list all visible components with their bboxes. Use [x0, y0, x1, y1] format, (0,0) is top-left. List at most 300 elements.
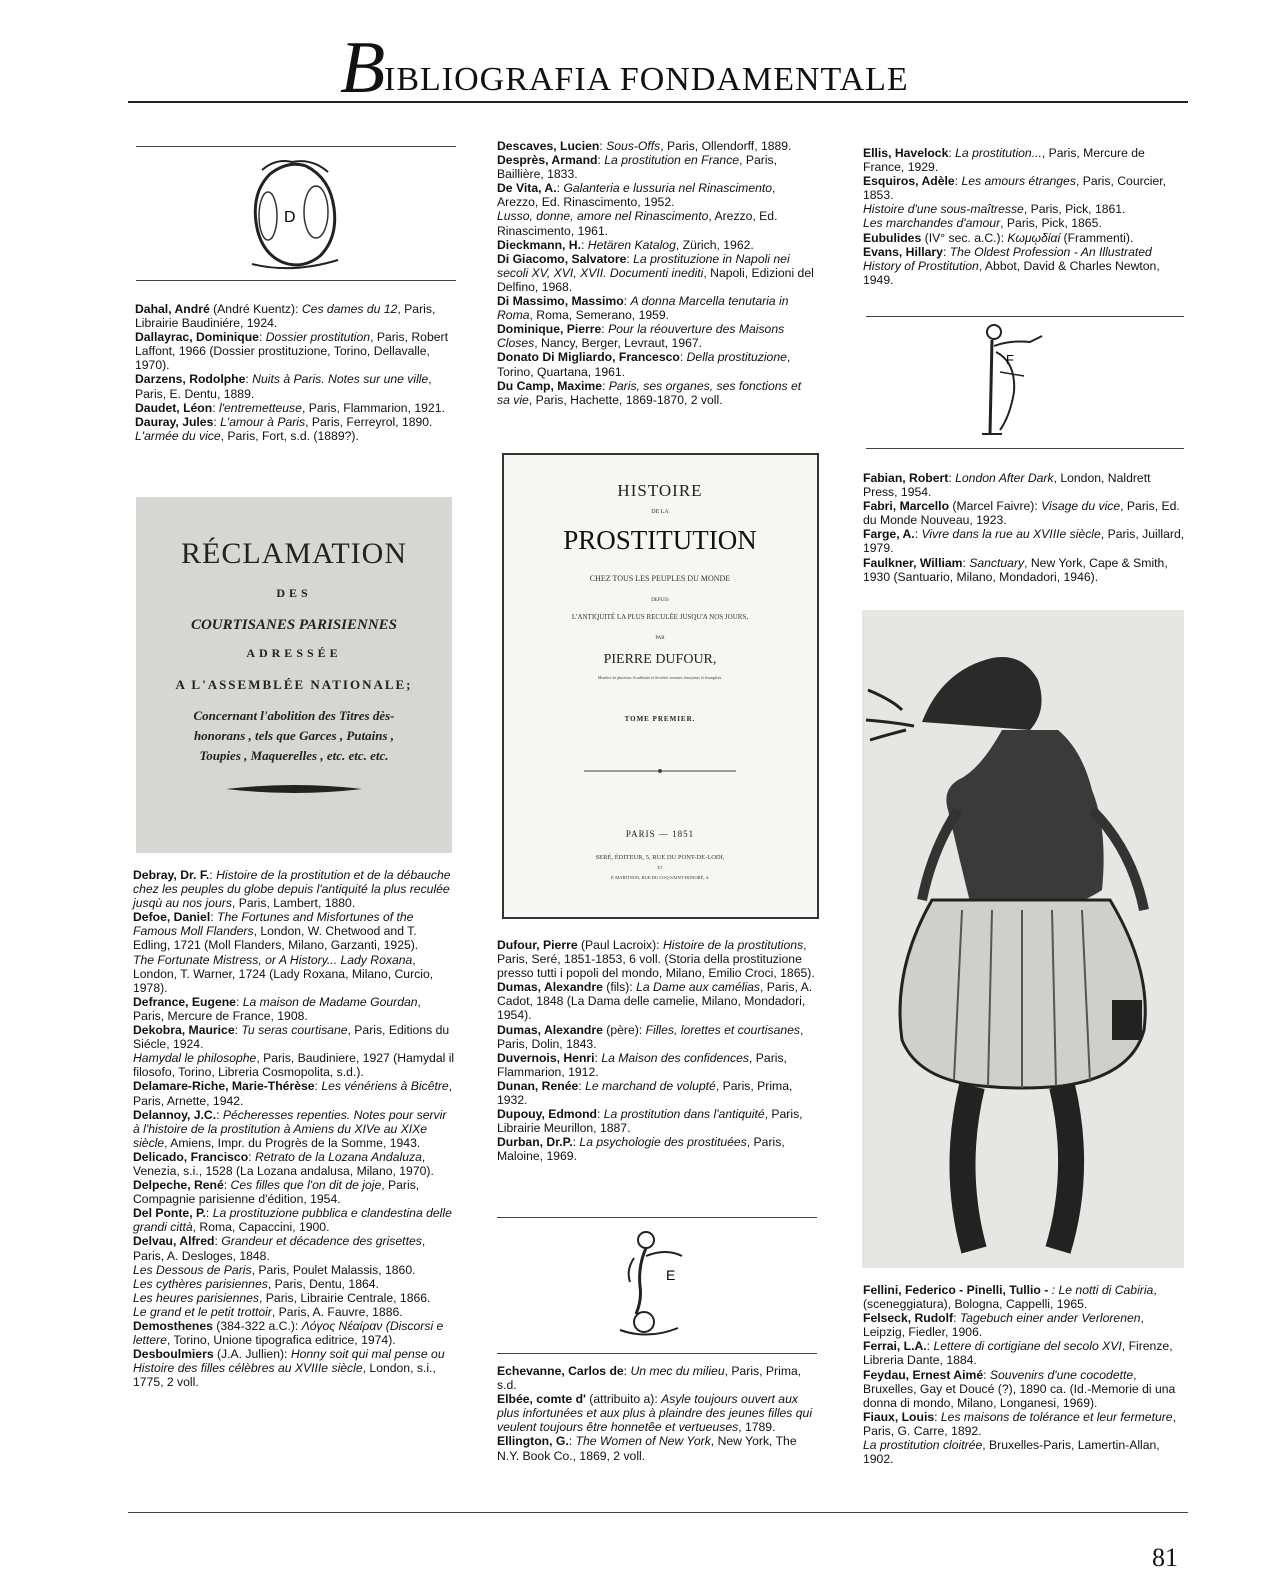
- entry-publication: , Abbot, David & Charles Newton, 1949.: [863, 258, 1160, 287]
- entry-publication: , Bruxelles, Gay et Doucé (?), 1890 ca. (Id.-Memorie di una donna di mondo, Milano, Longanesi, 1969).: [863, 1367, 1176, 1410]
- entry-author: Debray, Dr. F.: [133, 868, 210, 882]
- bibliography-entry: [863, 1368, 1185, 1410]
- entry-detail: :: [948, 471, 956, 485]
- entry-title: l'entremetteuse: [218, 400, 302, 415]
- bibliography-entry: [863, 1311, 1185, 1339]
- bibliography-col2-mid: [497, 938, 817, 1164]
- entry-title: Pour la réouverture des Maisons Closes: [497, 322, 785, 351]
- entry-detail: :: [258, 330, 266, 345]
- reclamation-line3: A L'ASSEMBLÉE NATIONALE;: [175, 677, 413, 692]
- entry-author: Dunan, Renée: [497, 1078, 579, 1093]
- bibliography-entry: [863, 471, 1185, 499]
- entry-title: Un mec du milieu: [630, 1364, 725, 1378]
- histoire-copublisher: P. MARTINON, RUE DU COQ-SAINT-HONORÉ, 4.: [611, 875, 709, 880]
- entry-author: Ferrai, L.A.: [863, 1339, 927, 1354]
- histoire-title5: DEPUIS: [651, 598, 669, 603]
- entry-title: Nuits à Paris. Notes sur une ville: [252, 372, 429, 387]
- bibliography-entry: [497, 153, 817, 181]
- entry-publication: , Nancy, Berger, Levraut, 1967.: [534, 336, 703, 351]
- bibliography-entry: [497, 181, 817, 209]
- entry-publication: , Arezzo, Ed. Rinascimento, 1952.: [497, 181, 776, 210]
- entry-author: Fellini, Federico - Pinelli, Tullio -: [863, 1283, 1049, 1297]
- entry-author: Del Ponte, P.: [133, 1206, 206, 1221]
- entry-title: Le grand et le petit trottoir: [133, 1304, 272, 1319]
- bibliography-entry: [863, 1283, 1185, 1311]
- entry-detail: :: [223, 1178, 231, 1193]
- entry-author: Defoe, Daniel: [133, 910, 211, 925]
- entry-detail: :: [245, 372, 253, 387]
- separator: [866, 448, 1184, 449]
- entry-title: Paris, ses organes, ses fonctions et sa vie: [497, 378, 802, 407]
- entry-title: A donna Marcella tenutaria in Roma: [497, 294, 789, 323]
- entry-detail: :: [596, 1107, 604, 1122]
- entry-author: Darzens, Rodolphe: [135, 372, 246, 387]
- entry-author: Fabian, Robert: [863, 471, 949, 485]
- bibliography-entry: [133, 995, 455, 1023]
- entry-publication: , Paris, Pick, 1865.: [1000, 216, 1102, 231]
- reclamation-title-page-image: [136, 497, 452, 853]
- bibliography-entry: [497, 1135, 817, 1163]
- separator: [497, 1217, 817, 1218]
- entry-publication: , Paris, Compagnie parisienne d'édition, 1954.: [133, 1178, 420, 1207]
- entry-author: Dauray, Jules: [135, 414, 214, 429]
- histoire-et: ET: [657, 865, 663, 870]
- entry-title: La Maison des confidences: [601, 1050, 750, 1065]
- entry-title: La prostitution dans l'antiquité: [603, 1107, 765, 1122]
- histoire-tome: TOME PREMIER.: [624, 715, 696, 723]
- separator: [866, 316, 1184, 317]
- entry-publication: , New York, Cape & Smith, 1930 (Santuario, Milano, Mondadori, 1946).: [863, 555, 1168, 584]
- bibliography-entry: [497, 1434, 817, 1462]
- separator: [497, 1353, 817, 1354]
- bibliography-entry: [135, 415, 455, 429]
- bibliography-entry: [133, 1108, 455, 1150]
- corseted-woman-drawing: [862, 610, 1184, 1268]
- entry-author: Esquiros, Adèle: [863, 174, 955, 189]
- entry-title: Ces filles que l'on dit de joje: [230, 1178, 382, 1193]
- entry-author: Delicado, Francisco: [133, 1149, 249, 1164]
- bibliography-entry: [863, 174, 1185, 202]
- entry-publication: , Paris, Flammarion, 1921.: [301, 400, 445, 415]
- entry-detail: :: [601, 322, 609, 337]
- entry-publication: , Venezia, s.i., 1528 (La Lozana andalusa, Milano, 1970).: [133, 1149, 434, 1178]
- entry-title: Hetären Katalog: [587, 237, 676, 252]
- entry-author: Fabri, Marcello: [863, 499, 950, 514]
- bibliography-entry: [133, 868, 455, 910]
- entry-title: Pécheresses repenties. Notes pour servir à l'histoire de la prostitution à Amiens du XIVe au XIXe siècle: [133, 1107, 447, 1150]
- entry-title: La prostituzione in Napoli nei secoli XV, XVI, XVII. Documenti inediti: [497, 251, 790, 280]
- entry-detail: (Paul Lacroix):: [577, 938, 663, 952]
- entry-publication: , Paris, Mercure de France, 1929.: [863, 146, 1145, 175]
- entry-title: Les vénériens à Bicêtre: [321, 1079, 449, 1094]
- entry-author: Dumas, Alexandre: [497, 980, 603, 995]
- entry-author: Delvau, Alfred: [133, 1234, 215, 1249]
- bibliography-entry: [133, 1347, 455, 1389]
- bibliography-col1-bottom: [133, 868, 455, 1389]
- entry-title: Vivre dans la rue au XVIIIe siècle: [921, 527, 1101, 542]
- entry-publication: , Paris, Seré, 1851-1853, 6 voll. (Storia della prostituzione presso tutti i popoli del mondo, Milano, Emilio Croci, 1865).: [497, 938, 815, 981]
- entry-publication: , Paris, Flammarion, 1912.: [497, 1050, 787, 1079]
- entry-detail: (J.A. Jullien):: [213, 1347, 291, 1362]
- entry-title: Filles, lorettes et courtisanes: [645, 1022, 801, 1037]
- entry-publication: (Frammenti).: [1060, 230, 1134, 245]
- entry-author: Delamare-Riche, Marie-Thérèse: [133, 1079, 315, 1094]
- entry-title: Lettere di cortigiane del secolo XVI: [933, 1339, 1122, 1354]
- entry-publication: , Paris, Ed. du Monde Nouveau, 1923.: [863, 499, 1180, 528]
- histoire-title-page-image: [502, 453, 819, 919]
- entry-title: The Women of New York: [575, 1434, 711, 1449]
- entry-publication: , Paris, Poulet Malassis, 1860.: [251, 1262, 416, 1277]
- entry-publication: , Paris, Lambert, 1880.: [231, 896, 356, 911]
- entry-title: Dossier prostitution: [265, 330, 371, 345]
- entry-title: Souvenirs d'une cocodette: [989, 1367, 1134, 1382]
- bibliography-entry: [133, 1023, 455, 1051]
- entry-title: : Le notti di Cabiria: [1051, 1283, 1154, 1297]
- entry-detail: :: [578, 1078, 586, 1093]
- entry-detail: :: [962, 555, 970, 570]
- histoire-title1: HISTOIRE: [617, 481, 703, 500]
- entry-publication: , Paris, Editions du Siécle, 1924.: [133, 1023, 450, 1052]
- entry-author: Farge, A.: [863, 527, 915, 542]
- entry-author: Faulkner, William: [863, 555, 963, 570]
- entry-detail: :: [914, 527, 922, 542]
- entry-author: Du Camp, Maxime: [497, 378, 602, 393]
- bibliography-entry: [497, 1364, 817, 1392]
- bibliography-entry: [133, 1051, 455, 1079]
- entry-author: Dekobra, Maurice: [133, 1023, 235, 1038]
- entry-title: La psychologie des prostituées: [579, 1135, 747, 1150]
- bibliography-entry: [135, 429, 455, 443]
- bibliography-entry: [497, 1079, 817, 1107]
- reclamation-line4: Concernant l'abolition des Titres dès-: [193, 708, 395, 723]
- bibliography-entry: [135, 401, 455, 415]
- bibliography-entry: [497, 379, 817, 407]
- entry-title: Hamydal le philosophe: [133, 1051, 257, 1066]
- entry-title: The Oldest Profession - An Illustrated History of Prostitution: [863, 244, 1152, 273]
- bibliography-entry: [863, 231, 1185, 245]
- bibliography-entry: [133, 1305, 455, 1319]
- entry-detail: :: [212, 400, 219, 415]
- reclamation-line6: Toupies , Maquerelles , etc. etc. etc.: [199, 748, 389, 763]
- entry-detail: :: [626, 251, 634, 266]
- entry-detail: :: [568, 1434, 576, 1449]
- entry-publication: , Paris, Librairie Meurillon, 1887.: [497, 1107, 803, 1136]
- bibliography-entry: [135, 372, 455, 400]
- entry-detail: :: [623, 1364, 631, 1378]
- entry-publication: , Arezzo, Ed. Rinascimento, 1961.: [497, 209, 778, 238]
- bibliography-entry: [497, 938, 817, 980]
- entry-detail: :: [679, 350, 687, 365]
- bibliography-entry: [863, 527, 1185, 555]
- entry-title: La Dame aux camélias: [636, 980, 761, 995]
- entry-title: Les heures parisiennes: [133, 1290, 260, 1305]
- bibliography-entry: [497, 209, 817, 237]
- footer-rule: [128, 1512, 1188, 1513]
- entry-author: Dieckmann, H.: [497, 237, 581, 252]
- bibliography-entry: [133, 1263, 455, 1277]
- entry-publication: , Paris, A. Desloges, 1848.: [133, 1234, 426, 1263]
- entry-publication: , Paris, Dentu, 1864.: [267, 1276, 379, 1291]
- reclamation-line5: honorans , tels que Garces , Putains ,: [193, 728, 395, 743]
- reclamation-des: DES: [276, 586, 312, 600]
- entry-title: The Fortunate Mistress, or A History... Lady Roxana: [133, 952, 413, 967]
- bibliography-entry: [497, 139, 817, 153]
- entry-title: Asyle toujours ouvert aux plus infortunées et aux plus à plaindre des jeunes filles qui veulent toujours être honnetêe et vertueuses: [497, 1392, 813, 1435]
- reclamation-line2: ADRESSÉE: [246, 646, 342, 660]
- entry-detail: :: [942, 244, 950, 259]
- page-number: 81: [1152, 1543, 1178, 1572]
- bibliography-entry: [863, 1339, 1185, 1367]
- entry-publication: , Amiens, Impr. du Progrès de la Somme, 1943.: [164, 1135, 421, 1150]
- histoire-place-date: PARIS — 1851: [625, 829, 695, 839]
- bibliography-entry: [863, 1438, 1185, 1466]
- entry-publication: , Roma, Semerano, 1959.: [529, 308, 670, 323]
- entry-detail: :: [594, 1050, 602, 1065]
- entry-author: Daudet, Léon: [135, 400, 213, 415]
- page-title: [340, 27, 960, 109]
- entry-author: Elbée, comte d': [497, 1392, 586, 1407]
- bibliography-col3-bottom: [863, 1283, 1185, 1466]
- entry-detail: :: [205, 1206, 213, 1221]
- entry-publication: , Zürich, 1962.: [675, 237, 754, 252]
- entry-detail: (384-322 a.C.):: [212, 1319, 302, 1333]
- drop-letter-f: F: [1006, 352, 1014, 367]
- entry-author: Desboulmiers: [133, 1347, 214, 1362]
- entry-publication: , Torino, Unione tipografica editrice, 1974).: [166, 1333, 396, 1348]
- entry-author: Durban, Dr.P.: [497, 1135, 573, 1150]
- histoire-author: PIERRE DUFOUR,: [603, 652, 717, 667]
- entry-title: Lusso, donne, amore nel Rinascimento: [497, 209, 709, 224]
- entry-publication: , 1789.: [738, 1420, 776, 1435]
- separator: [136, 280, 456, 281]
- entry-title: Histoire d'une sous-maîtresse: [863, 202, 1024, 217]
- entry-publication: , London, s.i., 1775, 2 voll.: [133, 1361, 436, 1390]
- entry-publication: , Paris, Librairie Baudiniére, 1924.: [135, 302, 436, 331]
- entry-author: Duvernois, Henri: [497, 1050, 595, 1065]
- entry-publication: , Paris, Robert Laffont, 1966 (Dossier prostituzione, Torino, Dellavalle, 1970).: [135, 330, 448, 373]
- histoire-title6: L'ANTIQUITÉ LA PLUS RECULÉE JUSQU'A NOS JOURS,: [571, 613, 749, 621]
- entry-publication: , Leipzig, Fiedler, 1906.: [863, 1311, 1144, 1340]
- entry-title: Les cythères parisiennes: [133, 1276, 268, 1291]
- entry-title: Histoire de la prostitutions: [662, 938, 804, 952]
- entry-title: Le marchand de volupté: [585, 1078, 716, 1093]
- entry-detail: (André Kuentz):: [209, 302, 302, 316]
- bibliography-entry: [863, 146, 1185, 174]
- entry-detail: :: [623, 294, 631, 309]
- entry-publication: , Paris, Courcier, 1853.: [863, 174, 1167, 203]
- entry-author: Ellis, Havelock: [863, 146, 949, 160]
- bibliography-entry: [135, 330, 455, 372]
- entry-detail: :: [210, 910, 217, 925]
- entry-publication: , Roma, Capaccini, 1900.: [192, 1220, 330, 1235]
- entry-detail: (Marcel Faivre):: [949, 499, 1042, 514]
- entry-title: Ces dames du 12: [301, 302, 398, 316]
- entry-publication: , Paris, Baudiniere, 1927 (Hamydal il filosofo, Torino, Libreria Cosmopolita, s.d.).: [133, 1051, 455, 1080]
- entry-detail: :: [248, 1149, 255, 1164]
- entry-title: London After Dark: [955, 471, 1054, 485]
- entry-author: Di Massimo, Massimo: [497, 294, 624, 309]
- bibliography-entry: [133, 1079, 455, 1107]
- entry-detail: (attribuito a):: [585, 1392, 662, 1407]
- entry-author: De Vita, A.: [497, 181, 557, 196]
- entry-author: Ellington, G.: [497, 1434, 569, 1449]
- histoire-title9: Membre de plusieurs Académies et Sociétés savantes françaises et étrangères.: [597, 675, 723, 680]
- entry-publication: , Paris, Ferreyrol, 1890.: [305, 414, 433, 429]
- entry-publication: , Paris, A. Cadot, 1848 (La Dama delle camelie, Milano, Mondadori, 1954).: [497, 980, 813, 1023]
- bibliography-entry: [497, 252, 817, 294]
- entry-publication: , Paris, Prima, s.d.: [497, 1364, 802, 1393]
- entry-publication: , Paris, Maloine, 1969.: [497, 1135, 785, 1164]
- bibliography-entry: [863, 216, 1185, 230]
- bibliography-entry: [497, 980, 817, 1022]
- entry-detail: :: [599, 139, 607, 153]
- entry-author: Evans, Hillary: [863, 244, 943, 259]
- entry-detail: :: [213, 414, 221, 429]
- entry-publication: , Napoli, Edizioni del Delfino, 1968.: [497, 265, 814, 294]
- entry-author: Fiaux, Louis: [863, 1409, 935, 1424]
- entry-detail: (fils):: [602, 980, 637, 995]
- reclamation-title: RÉCLAMATION: [181, 537, 407, 570]
- bibliography-entry: [497, 294, 817, 322]
- bibliography-entry: [863, 556, 1185, 584]
- header-rule: [128, 101, 1188, 103]
- bibliography-col2-top: [497, 139, 817, 407]
- entry-publication: , Paris, Ollendorff, 1889.: [660, 139, 792, 153]
- entry-detail: :: [983, 1367, 990, 1382]
- entry-detail: :: [216, 1107, 223, 1122]
- bibliography-entry: [497, 1107, 817, 1135]
- histoire-publisher: SERÉ, ÉDITEUR, 5, RUE DU PONT-DE-LODI,: [595, 854, 725, 861]
- entry-title: Κωμῳδίαί: [1007, 230, 1061, 245]
- entry-title: Les Dessous de Paris: [133, 1262, 252, 1277]
- entry-detail: (IV° sec. a.C.):: [921, 230, 1008, 245]
- entry-publication: , Paris, G. Carre, 1892.: [863, 1409, 1176, 1438]
- entry-title: La prostitution...: [955, 146, 1042, 160]
- entry-title: La maison de Madame Gourdan: [242, 994, 418, 1009]
- entry-author: Echevanne, Carlos de: [497, 1364, 624, 1378]
- bibliography-entry: [497, 322, 817, 350]
- bibliography-entry: [497, 238, 817, 252]
- entry-publication: , Paris, Hachette, 1869-1870, 2 voll.: [528, 392, 723, 407]
- entry-detail: :: [556, 181, 564, 196]
- entry-author: Dahal, André: [135, 302, 210, 316]
- entry-publication: , Paris, Prima, 1932.: [497, 1078, 793, 1108]
- entry-author: Desprès, Armand: [497, 153, 598, 168]
- title-text: IBLIOGRAFIA FONDAMENTALE: [384, 61, 909, 98]
- entry-publication: , Paris, Mercure de France, 1908.: [133, 994, 421, 1023]
- entry-title: Λόγος Νέαίραν (Discorsi e lettere: [133, 1319, 444, 1348]
- drop-letter-f-illustration: [980, 322, 1084, 440]
- entry-detail: :: [926, 1339, 934, 1354]
- entry-author: Eubulides: [863, 230, 922, 245]
- bibliography-entry: [133, 1206, 455, 1234]
- entry-detail: :: [953, 1311, 960, 1326]
- entry-author: Delpeche, René: [133, 1178, 224, 1193]
- entry-detail: :: [597, 153, 605, 168]
- entry-title: Honny soit qui mal pense ou Histoire des filles célèbres au XVIIIe siècle: [133, 1347, 445, 1376]
- bibliography-entry: [497, 350, 817, 378]
- entry-title: Les marchandes d'amour: [863, 216, 1001, 231]
- bibliography-entry: [133, 1150, 455, 1178]
- entry-title: Les maisons de tolérance et leur fermeture: [940, 1409, 1173, 1424]
- bibliography-col3-mid: [863, 471, 1185, 584]
- entry-title: Galanteria e lussuria nel Rinascimento: [563, 181, 773, 196]
- entry-author: Di Giacomo, Salvatore: [497, 251, 627, 266]
- entry-title: La prostituzione pubblica e clandestina delle grandi città: [133, 1206, 452, 1235]
- bibliography-entry: [497, 1051, 817, 1079]
- entry-author: Dupouy, Edmond: [497, 1107, 597, 1122]
- entry-title: Tagebuch einer ander Verlorenen: [959, 1311, 1141, 1326]
- entry-title: The Fortunes and Misfortunes of the Famous Moll Flanders: [133, 910, 414, 939]
- entry-title: Tu seras courtisane: [241, 1023, 348, 1038]
- entry-publication: , Paris, A. Fauvre, 1886.: [271, 1304, 403, 1319]
- entry-detail: :: [234, 1023, 242, 1038]
- bibliography-entry: [133, 1234, 455, 1262]
- entry-publication: , New York, The N.Y. Book Co., 1869, 2 voll.: [497, 1434, 797, 1463]
- bibliography-entry: [863, 245, 1185, 287]
- entry-author: Felseck, Rudolf: [863, 1311, 954, 1326]
- entry-publication: , Bruxelles-Paris, Lamertin-Allan, 1902.: [863, 1438, 1160, 1467]
- bibliography-entry: [135, 302, 455, 330]
- histoire-title2: DE LA: [651, 509, 669, 515]
- entry-detail: :: [572, 1135, 580, 1150]
- entry-title: L'amour à Paris: [220, 414, 306, 429]
- entry-publication: , Torino, Quartana, 1961.: [497, 350, 791, 379]
- entry-author: Dallayrac, Dominique: [135, 330, 259, 345]
- entry-author: Descaves, Lucien: [497, 139, 600, 153]
- bibliography-col1-top: [135, 302, 455, 443]
- entry-title: Visage du vice: [1041, 499, 1121, 514]
- bibliography-entry: [133, 1291, 455, 1305]
- entry-publication: , Paris, E. Dentu, 1889.: [135, 372, 432, 401]
- entry-author: Defrance, Eugene: [133, 994, 236, 1009]
- bibliography-entry: [863, 1410, 1185, 1438]
- histoire-title4: CHEZ TOUS LES PEUPLES DU MONDE: [589, 574, 731, 583]
- bibliography-entry: [133, 953, 455, 995]
- entry-publication: , London, T. Warner, 1724 (Lady Roxana, Milano, Curcio, 1978).: [133, 952, 434, 995]
- bibliography-entry: [863, 202, 1185, 216]
- entry-publication: , Paris, Dolin, 1843.: [497, 1022, 804, 1051]
- entry-detail: :: [934, 1409, 941, 1424]
- entry-detail: :: [601, 378, 609, 393]
- entry-title: Della prostituzione: [686, 350, 787, 365]
- drop-letter-e-illustration: [608, 1226, 704, 1338]
- entry-publication: , Paris, Baillière, 1833.: [497, 153, 778, 182]
- entry-author: Dufour, Pierre: [497, 938, 578, 952]
- entry-title: L'armée du vice: [135, 428, 221, 443]
- entry-author: Donato Di Migliardo, Francesco: [497, 350, 680, 365]
- entry-detail: :: [235, 994, 243, 1009]
- entry-publication: , Paris, Pick, 1861.: [1023, 202, 1126, 217]
- entry-publication: , Paris, Fort, s.d. (1889?).: [220, 428, 359, 443]
- bibliography-entry: [133, 1277, 455, 1291]
- entry-title: Grandeur et décadence des grisettes: [221, 1234, 422, 1249]
- entry-title: Histoire de la prostitution et de la débauche chez les peuples du globe depuis l'antiquité la plus reculée jusqù au nos jours: [133, 868, 451, 911]
- bibliography-entry: [863, 499, 1185, 527]
- entry-title: Les amours étranges: [961, 174, 1076, 189]
- entry-publication: , (sceneggiatura), Bologna, Cappelli, 1965.: [863, 1283, 1157, 1312]
- separator: [136, 146, 456, 147]
- histoire-title3: PROSTITUTION: [563, 525, 757, 555]
- entry-detail: :: [581, 237, 588, 252]
- entry-publication: , Paris, Juillard, 1979.: [863, 527, 1185, 556]
- entry-title: La prostitution en France: [604, 153, 740, 168]
- entry-detail: :: [209, 868, 217, 882]
- entry-title: Retrato de la Lozana Andaluza: [254, 1149, 422, 1164]
- entry-detail: :: [314, 1079, 322, 1094]
- bibliography-col2-bottom: [497, 1364, 817, 1463]
- bibliography-col3-top: [863, 146, 1185, 287]
